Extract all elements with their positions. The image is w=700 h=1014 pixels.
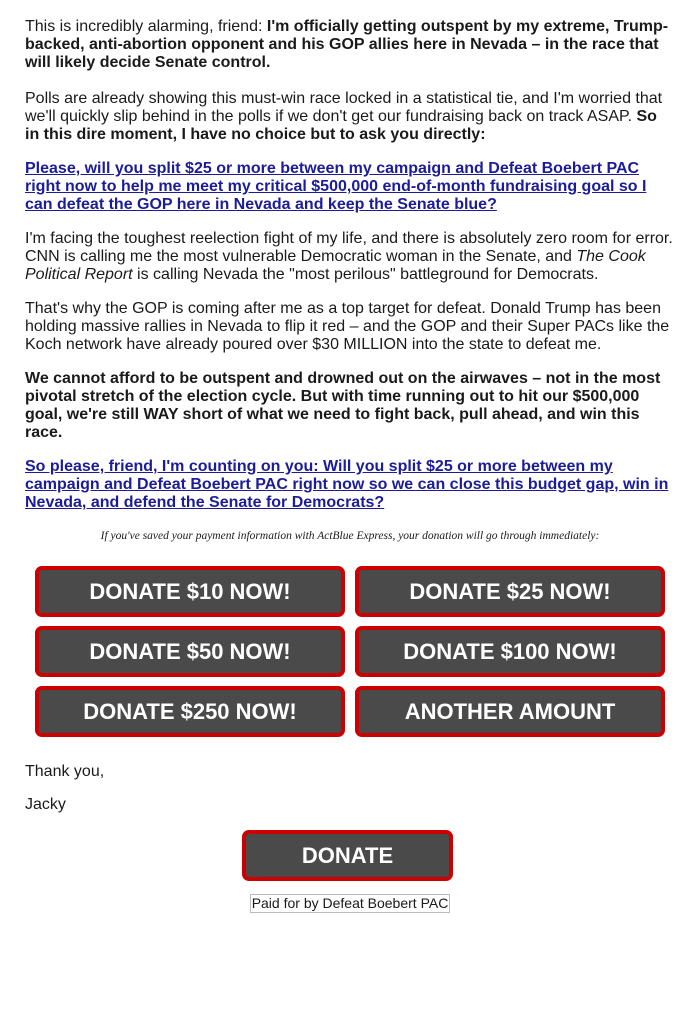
intro-bold-text: I'm officially getting outspent by my extreme, Trump-backed, anti-abortion opponent and his GOP allies here in Nevada – in the race that will likely decide Senate control. — [25, 18, 669, 71]
donate-10-button[interactable]: DONATE $10 NOW! — [35, 566, 345, 617]
donation-ask-link[interactable]: Please, will you split $25 or more between my campaign and Defeat Boebert PAC right now to help me meet my critical $500,000 end-of-month fundraising goal so I can defeat the GOP here in Nevada and keep the Senate blue? — [25, 160, 647, 213]
donate-50-button[interactable]: DONATE $50 NOW! — [35, 626, 345, 677]
paragraph-polls — [25, 90, 673, 144]
actblue-express-note: If you've saved your payment information with ActBlue Express, your donation will go through immediately: — [100, 530, 600, 542]
paragraph-ask-link — [25, 160, 673, 214]
paragraph-intro — [25, 18, 673, 72]
intro-text: This is incredibly alarming, friend: — [25, 18, 267, 35]
reelection-text: I'm facing the toughest reelection fight of my life, and there is absolutely zero room for error. CNN is calling me the most vulnerable Democratic woman in the Senate, and — [25, 230, 673, 265]
outspent-bold-text: We cannot afford to be outspent and drowned out on the airwaves – not in the most pivotal stretch of the election cycle. But with time running out to hit our $500,000 goal, we're still WAY short of what we need to fight back, pull ahead, and win this race. — [25, 370, 661, 441]
polls-text: Polls are already showing this must-win race locked in a statistical tie, and I'm worried that we'll quickly slip behind in the polls if we don't get our fundraising back on track ASAP. — [25, 90, 663, 125]
paid-for-disclaimer: Paid for by Defeat Boebert PAC — [251, 895, 449, 911]
paragraph-outspent — [25, 370, 670, 442]
closing-thanks: Thank you, — [25, 763, 105, 780]
donate-250-button[interactable]: DONATE $250 NOW! — [35, 686, 345, 737]
another-amount-button[interactable]: ANOTHER AMOUNT — [355, 686, 665, 737]
paragraph-gop: That's why the GOP is coming after me as a top target for defeat. Donald Trump has been holding massive rallies in Nevada to flip it red – and the GOP and their Super PACs like the Koch network have already poured over $30 MILLION into the state to defeat me. — [25, 300, 670, 353]
paragraph-final-ask — [25, 458, 673, 512]
polls-bold-text: So in this dire moment, I have no choice but to ask you directly: — [25, 108, 657, 143]
paragraph-reelection — [25, 230, 675, 284]
donate-button[interactable]: DONATE — [242, 830, 453, 881]
donate-100-button[interactable]: DONATE $100 NOW! — [355, 626, 665, 677]
signature: Jacky — [25, 796, 66, 813]
final-ask-link[interactable]: So please, friend, I'm counting on you: Will you split $25 or more between my campaign and Defeat Boebert PAC right now so we can close this budget gap, win in Nevada, and defend the Senate for Democrats? — [25, 458, 669, 511]
cook-report-title: The Cook Political Report — [25, 248, 646, 283]
reelection-text-end: is calling Nevada the "most perilous" battleground for Democrats. — [132, 266, 599, 283]
donate-25-button[interactable]: DONATE $25 NOW! — [355, 566, 665, 617]
